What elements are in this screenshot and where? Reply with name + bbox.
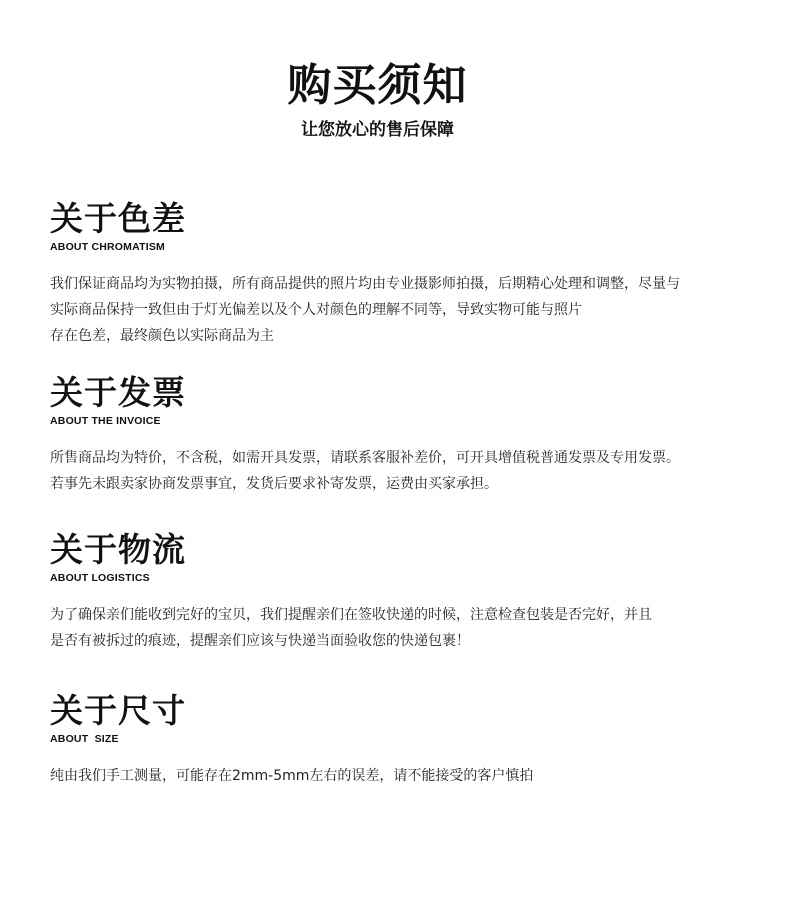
section-subtitle-invoice: ABOUT THE INVOICE — [50, 415, 161, 427]
text-line: 实际商品保持一致但由于灯光偏差以及个人对颜色的理解不同等，导致实物可能与照片 — [50, 302, 582, 318]
section-subtitle-size: ABOUT SIZE — [50, 733, 119, 745]
section-logistics — [50, 530, 750, 654]
page-subtitle: 让您放心的售后保障 — [301, 120, 454, 140]
section-text-size — [50, 763, 750, 789]
section-size — [50, 691, 750, 789]
text-line: 若事先未跟卖家协商发票事宜，发货后要求补寄发票，运费由买家承担。 — [50, 476, 498, 492]
section-title-chromatism: 关于色差 — [50, 199, 186, 238]
section-invoice — [50, 373, 750, 497]
page-title: 购买须知 — [287, 60, 468, 111]
section-chromatism — [50, 199, 750, 349]
section-title-logistics: 关于物流 — [50, 530, 186, 569]
text-line: 纯由我们手工测量，可能存在2mm-5mm左右的误差，请不能接受的客户慎拍 — [50, 768, 534, 784]
page-header — [0, 58, 755, 142]
section-text-chromatism — [50, 271, 750, 349]
section-text-invoice — [50, 445, 750, 497]
text-line: 为了确保亲们能收到完好的宝贝，我们提醒亲们在签收快递的时候，注意检查包装是否完好，并且 — [50, 607, 652, 623]
text-line: 是否有被拆过的痕迹，提醒亲们应该与快递当面验收您的快递包裹！ — [50, 633, 470, 649]
section-title-size: 关于尺寸 — [50, 691, 186, 730]
text-line: 我们保证商品均为实物拍摄，所有商品提供的照片均由专业摄影师拍摄，后期精心处理和调整，尽量与 — [50, 276, 680, 292]
text-line: 所售商品均为特价，不含税，如需开具发票，请联系客服补差价，可开具增值税普通发票及专用发票。 — [50, 450, 680, 466]
section-title-invoice: 关于发票 — [50, 373, 186, 412]
section-subtitle-logistics: ABOUT LOGISTICS — [50, 572, 150, 584]
text-line: 存在色差，最终颜色以实际商品为主 — [50, 328, 274, 344]
section-text-logistics — [50, 602, 750, 654]
section-subtitle-chromatism: ABOUT CHROMATISM — [50, 241, 165, 253]
